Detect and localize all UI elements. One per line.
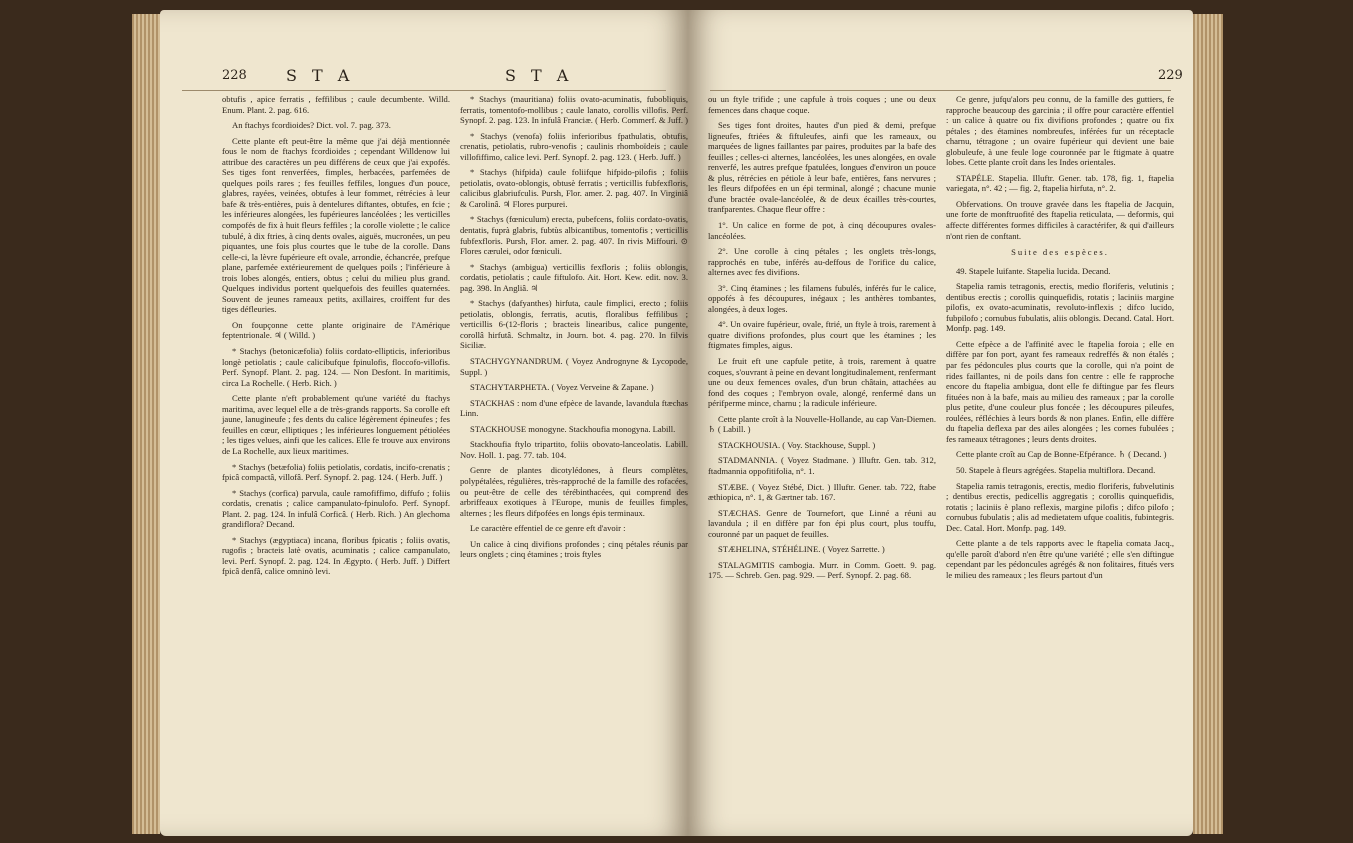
left-column [708, 94, 936, 586]
paragraph: STAPÉLE. Stapelia. Illuftr. Gener. tab. 178, fig. 1, ftapelia variegata, n°. 42 ; — fig. 2, ftapelia hirfuta, n°. 2. [946, 172, 1174, 194]
paragraph: Le caractère effentiel de ce genre eft d'avoir : [470, 523, 626, 534]
paragraph: Cette plante croît à la Nouvelle-Hollande, au cap Van-Diemen. ♄ ( Labill. ) [708, 413, 936, 435]
header-rule [182, 90, 666, 91]
paragraph: Obfervations. On trouve gravée dans les ftapelia de Jacquin, une forte de monftruofité des ftapelia reticulata, — deformis, qui affecte différentes formes difficiles à caractérifer, & qui d'ailleurs n'ont rien de conftant. [946, 198, 1174, 241]
paragraph: STÆHELINA, STÉHÉLINE. ( Voyez Sarrette. ) [718, 544, 885, 555]
paragraph: STACHYTARPHETA. ( Voyez Verveine & Zapane. ) [470, 382, 654, 393]
paragraph: Cette efpèce a de l'affinité avec le ftapelia foroia ; elle en diffère par fon port, ayant fes rameaux redreffés & non étalés ; par fes pédoncules plus courts que la corolle, qui n'a point de rides faillantes, ni de poils dans fon centre : elle fe rapproche encore du ftapelia ambigua, dont elle fe diftingue par fes fleurs fituées non à la bafe, mais au milieu des rameaux ; par la corolle plus petite, d'une couleur plus foncée ; les découpures pileufes, roulées, réfléchies à leurs bords & non planes. Enfin, elle diffère du ftapelia deflexa par des ailes alongées ; les cornes fubulées ; fes rameaux tétragones ; leurs dents droites. [946, 338, 1174, 444]
paragraph: Un calice à cinq divifions profondes ; cinq pétales réunis par leurs onglets ; cinq étamines ; trois ftyles [460, 538, 688, 560]
paragraph: Stapelia ramis tetragonis, erectis, medio floriferis, fubvelutinis ; dentibus erectis, pedicellis aggregatis ; corollis quinquefidis, rotatis ; laciniis è plano reflexis, margine pilofis ; difco pilofo ; cornubus fubulatis ; alis ad medietatem ufque coalitis, fubintegris. Dec. Catal. Hort. Monfp. pag. 149. [946, 480, 1174, 533]
paragraph: * Stachys (betæfolia) foliis petiolatis, cordatis, incifo-crenatis ; fpicâ compactâ, villofâ. Perf. Synopf. 2. pag. 124. ( Herb. Juff. ) [222, 461, 450, 483]
paragraph: * Stachys (dafyanthes) hirfuta, caule fimplici, erecto ; foliis petiolatis, oblongis, ferratis, acutis, floralibus feffilibus ; verticillis 6-(12-floris ; bracteis linearibus, calice pungente, corollâ hirfutâ. Schmaltz, in Journ. bot. 4. pag. 270. In filvis Siciliæ. [460, 298, 688, 351]
paragraph: Ce genre, jufqu'alors peu connu, de la famille des guttiers, fe rapproche beaucoup des garcinia ; il offre pour caractère effentiel : un calice à quatre ou fix divifions profondes ; quatre ou fix pétales ; des étamines nombreufes, inférées fur un réceptacle charnu, tétragone ; un ovaire fupérieur qui devient une baie globuleufe, à une feule loge couronnée par le ftigmate à quatre lobes. Cette plante croît dans les Indes orientales. [946, 94, 1174, 168]
left-column [222, 94, 450, 582]
paragraph: 4°. Un ovaire fupérieur, ovale, ftrié, un ftyle à trois, rarement à quatre divifions profondes, plus court que les étamines ; les ftigmates fimples, aigus. [708, 319, 936, 351]
right-page [688, 10, 1193, 836]
paragraph: Ses tiges font droites, hautes d'un pied & demi, prefque ligneufes, ftriées & fiftuleufes, ainfi que les rameaux, ou marquées de lignes faillantes par paires, produites par la bafe des feuilles ; celles-ci alternes, lancéolées, les unes alongées, en ovale renverfé, les autres prefque fpatulées, longues d'environ un pouce & plus, rétrécies en pétiole à leur bafe, entières, fans nervures ; les fleurs difpofées en un épi terminal, alongé ; chacune munie d'une bractée ovale-lancéolée, & de deux écailles très-courtes, tranfparentes. Chaque fleur offre : [708, 120, 936, 215]
paragraph: Cette plante eft peut-être la même que j'ai déjà mentionnée fous le nom de ftachys fcordioides ; cependant Willdenow lui attribue des caractères un peu différens de ceux que j'ai expofés. Ses tiges font renverfées, fimples, herbacées, parfemées de quelques poils rares ; fes feuilles feffiles, longues d'un pouce, glabres, rayées, veinées, obtufes à leur fommet, rétrécies à leur bafe & très-entières, puis à dentelures diftantes, obtufes, en fcie ; les inférieures alongées, les fupérieures lancéolées ; les verticilles compofés de fix à huit fleurs feffiles ; la corolle violette ; le calice tubulé, à dix ftries, à cinq dents ovales, aiguës, mucronées, un peu piquantes, une fois plus courtes que le tube de la corolle. Dans celle-ci, la lèvre fupérieure eft ovale, arrondie, échancrée, prefque plane, parfemée extérieurement de quelques poils ; l'inférieure à trois lobes alongés, entiers, obtus ; celui du milieu plus grand. Quelques individus portent quelquefois des feuilles quaternées. Souvent de jeunes rameaux petits, axillaires, croiffent fur des tiges défleuries. [222, 135, 450, 315]
running-head: S T A [505, 66, 574, 85]
paragraph: STACKHOUSE monogyne. Stackhoufia monogyna. Labill. [470, 423, 676, 434]
paragraph: STÆBE. ( Voyez Stébé, Dict. ) Illuftr. Gener. tab. 722, ftabe æthiopica, n°. 1, & Gærtner tab. 167. [708, 481, 936, 503]
paragraph: * Stachys (fœniculum) erecta, pubefcens, foliis cordato-ovatis, dentatis, fuprà glabris, fubtùs albicantibus, tomentofis ; verticillis fubfexfloris. Pursh, Flor. amer. 2. pag. 407. In rivis Miffouri. ⊙ Flores cærulei, odor fœniculi. [460, 214, 688, 257]
paragraph: Cette plante croît au Cap de Bonne-Efpérance. ♄ ( Decand. ) [956, 449, 1167, 460]
paragraph: * Stachys (ægyptiaca) incana, floribus fpicatis ; foliis ovatis, rugofis ; bracteis latè ovatis, acuminatis ; calice campanulato, levi. Perf. Synopf. 2. pag. 124. In Ægypto. ( Herb. Juff. ) Differt fpicâ denfâ, calice omninò levi. [222, 534, 450, 577]
right-column [946, 94, 1174, 585]
paragraph: 1°. Un calice en forme de pot, à cinq découpures ovales-lancéolées. [708, 220, 936, 241]
paragraph: STACHYGYNANDRUM. ( Voyez Andrognyne & Lycopode, Suppl. ) [460, 356, 688, 377]
left-page-edges [132, 14, 160, 834]
paragraph: An ftachys fcordioides? Dict. vol. 7. pag. 373. [232, 120, 391, 131]
paragraph: Stapelia ramis tetragonis, erectis, medio floriferis, velutinis ; dentibus erectis ; corollis quinquefidis, rotatis ; laciniis margine pilofis, ex ovato-acuminatis, revoluto-inflexis ; difco lucido, fubpilofo ; cornubus fubulatis, aliis oblongis. Decand. Catal. Hort. Monfp. pag. 149. [946, 281, 1174, 334]
paragraph: Cette plante a de tels rapports avec le ftapelia comata Jacq., qu'elle paroît d'abord n'en être qu'une variété ; elle s'en diftingue cependant par les pédoncules agrégés & non folitaires, fitués vers le milieu des rameaux ; les fleurs partout d'un [946, 538, 1174, 580]
right-page-edges [1193, 14, 1223, 834]
paragraph: STADMANNIA. ( Voyez Stadmane. ) Illuftr. Gen. tab. 312, ftadmannia oppofitifolia, n°. 1. [708, 455, 936, 476]
paragraph: obtufis , apice ferratis , feffilibus ; caule decumbente. Willd. Enum. Plant. 2. pag. 616. [222, 94, 450, 115]
page-number: 228 [222, 68, 247, 83]
paragraph: Stackhoufia ftylo tripartito, foliis obovato-lanceolatis. Labill. Nov. Holl. 1. pag. 77. tab. 104. [460, 439, 688, 460]
paragraph: On foupçonne cette plante originaire de l'Amérique feptentrionale. ♃ ( Willd. ) [222, 319, 450, 341]
page-number: 229 [1158, 68, 1183, 83]
paragraph: * Stachys (ambigua) verticillis fexfloris ; foliis oblongis, cordatis, petiolatis ; caule fiftulofo. Ait. Hort. Kew. edit. nov. 3. pag. 398. In Angliâ. ♃ [460, 261, 688, 293]
running-head: S T A [286, 66, 355, 85]
left-page-header [160, 68, 688, 90]
right-page-header [688, 68, 1193, 90]
paragraph: STACKHAS : nom d'une efpèce de lavande, lavandula ftæchas Linn. [460, 397, 688, 419]
paragraph: 50. Stapele à fleurs agrégées. Stapelia multiflora. Decand. [956, 464, 1156, 475]
paragraph: 2°. Une corolle à cinq pétales ; les onglets très-longs, rapprochés en tube, inférés au-deffous de l'orifice du calice, alternes avec fes divifions. [708, 246, 936, 278]
paragraph: 3°. Cinq étamines ; les filamens fubulés, inférés fur le calice, oppofés à fes découpures, inégaux ; les anthères tombantes, alongées, à deux loges. [708, 282, 936, 314]
paragraph: * Stachys (hifpida) caule foliifque hifpido-pilofis ; foliis petiolatis, ovato-oblongis, obtusè ferratis ; verticillis fubfexfloris, calicibus glabriufculis. Pursh, Flor. amer. 2. pag. 407. In Virginiâ & Carolinâ. ♃ Flores purpurei. [460, 167, 688, 209]
right-column [460, 94, 688, 565]
paragraph: * Stachys (corfica) parvula, caule ramofiffimo, diffufo ; foliis cordatis, crenatis ; calice campanulato-fpinulofo. Perf. Synopf. Plant. 2. pag. 124. In infulâ Corficâ. ( Herb. Rich. ) An glechoma grandiflora? Decand. [222, 487, 450, 530]
left-page [160, 10, 688, 836]
paragraph: * Stachys (betonicæfolia) foliis cordato-ellipticis, inferioribus longè petiolatis ; caule calicibufque fpinulofis, floccofo-villofis. Perf. Synopf. Plant. 2. pag. 124. — Non Desfont. In maritimis, circa La Rochelle. ( Herb. Rich. ) [222, 346, 450, 388]
paragraph: STALAGMITIS cambogia. Murr. in Comm. Goett. 9. pag. 175. — Schreb. Gen. pag. 929. — Perf. Synopf. 2. pag. 68. [708, 559, 936, 581]
paragraph: Le fruit eft une capfule petite, à trois, rarement à quatre coques, s'ouvrant à peine en devant longitudinalement, renfermant une ou deux femences ovales, d'un brun châtain, attachées au fond des coques ; l'embryon ovale, alongé, renfermé dans un périfperme mince, charnu ; la radicule inférieure. [708, 356, 937, 409]
paragraph: STÆCHAS. Genre de Tournefort, que Linné a réuni au lavandula ; il en diffère par fon épi plus court, plus touffu, couronné par un paquet de feuilles. [708, 507, 936, 539]
paragraph: * Stachys (venofa) foliis inferioribus fpathulatis, obtufis, crenatis, petiolatis, rubro-venofis ; caulinis rhomboïdeis ; caule villofiffimo, calice levi. Perf. Synopf. 2. pag. 123. ( Herb. Juff. ) [460, 130, 688, 162]
paragraph: 49. Stapele luifante. Stapelia lucida. Decand. [956, 265, 1111, 276]
paragraph: ou un ftyle trifide ; une capfule à trois coques ; une ou deux femences dans chaque coque. [708, 94, 936, 115]
paragraph: Cette plante n'eft probablement qu'une variété du ftachys maritima, avec lequel elle a de très-grands rapports. Sa corolle eft jaune, lanugineufe ; fes dents du calice légèrement épineufes ; fes feuilles en cœur, elliptiques ; les inférieures longuement pétiolées ; les tiges velues, ainfi que les calices. Elle fe trouve aux environs de La Rochelle, aux lieux maritimes. [222, 393, 450, 456]
paragraph: STACKHOUSIA. ( Voy. Stackhouse, Suppl. ) [718, 439, 876, 450]
section-heading: Suite des espèces. [1011, 247, 1109, 258]
paragraph: Genre de plantes dicotylédones, à fleurs complètes, polypétalées, régulières, très-rapproché de la famille des rofacées, ou peut-être de celle des térébinthacées, qui comprend des arbriffeaux exotiques à l'Europe, munis de feuilles fimples, alternes ; les fleurs difpofées en longs épis terminaux. [460, 465, 688, 518]
paragraph: * Stachys (mauritiana) foliis ovato-acuminatis, fubobliquis, ferratis, tomentofo-mollibus ; caule lanato, corollis villofis. Perf. Synopf. 2. pag. 123. In infulâ Franciæ. ( Herb. Commerf. & Juff. ) [460, 94, 688, 126]
header-rule [710, 90, 1171, 91]
